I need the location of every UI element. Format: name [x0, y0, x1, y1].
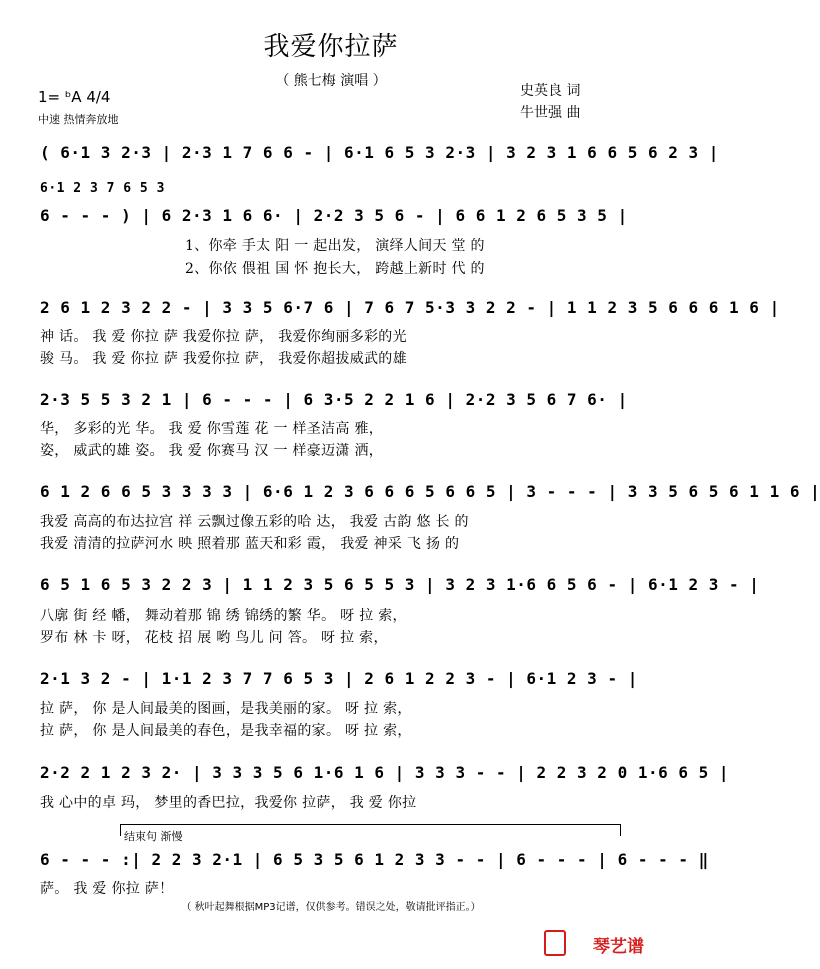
score-row-9-notes: 2·2 2 1 2 3 2· | 3 3 3 5 6 1·6 1 6 | 3 3 3 - - | 2 2 3 2 0 1·6 6 5 |	[40, 763, 730, 782]
song-title: 我爱你拉萨	[263, 32, 399, 62]
score-row-5-lyrics-1: 华， 多彩的光 华。 我 爱 你雪莲 花 一 样圣洁高 雅，	[40, 421, 384, 437]
score-row-9-lyrics-1: 我 心中的卓 玛， 梦里的香巴拉，我爱你 拉萨， 我 爱 你拉	[40, 795, 417, 811]
score-row-8-notes: 2·1 3 2 - | 1·1 2 3 7 7 6 5 3 | 2 6 1 2 2 3 - | 6·1 2 3 - |	[40, 669, 638, 688]
site-logo: 琴艺谱	[593, 937, 644, 957]
ending-bracket-right	[620, 824, 621, 836]
score-row-3-notes: 6 - - - ) | 6 2·3 1 6 6· | 2·2 3 5 6 - | 6 6 1 2 6 5 3 5 |	[40, 206, 628, 225]
score-row-8-lyrics-2: 拉 萨， 你 是人间最美的春色，是我幸福的家。 呀 拉 索，	[40, 723, 412, 739]
score-row-5-notes: 2·3 5 5 3 2 1 | 6 - - - | 6 3·5 2 2 1 6 | 2·2 3 5 6 7 6· |	[40, 390, 628, 409]
score-row-3-lyrics-2: 2、你依 偎祖 国 怀 抱长大， 跨越上新时 代 的	[185, 261, 485, 277]
score-row-6-lyrics-2: 我爱 清清的拉萨河水 映 照着那 蓝天和彩 霞， 我爱 神采 飞 扬 的	[40, 536, 460, 552]
lyricist-credit: 史英良 词	[520, 83, 581, 99]
score-row-4-lyrics-1: 神 话。 我 爱 你拉 萨 我爱你拉 萨， 我爱你绚丽多彩的光	[40, 329, 407, 345]
score-row-3-lyrics-1: 1、你牵 手太 阳 一 起出发， 演绎人间天 堂 的	[185, 238, 485, 254]
key-signature: 1= ᵇA 4/4	[38, 88, 111, 106]
tempo-marking: 中速 热情奔放地	[38, 113, 119, 126]
score-row-1-notes: ( 6·1 3 2·3 | 2·3 1 7 6 6 - | 6·1 6 5 3 2·3 | 3 2 3 1 6 6 5 6 2 3 |	[40, 143, 719, 162]
score-row-5-lyrics-2: 姿， 威武的雄 姿。 我 爱 你赛马 汉 一 样豪迈潇 洒，	[40, 443, 384, 459]
score-row-6-lyrics-1: 我爱 高高的布达拉宫 祥 云飘过像五彩的哈 达， 我爱 古韵 悠 长 的	[40, 514, 469, 530]
composer-credit: 牛世强 曲	[520, 105, 581, 121]
ending-label: 结束句 渐慢	[124, 830, 183, 843]
score-row-7-lyrics-1: 八廓 街 经 幡， 舞动着那 锦 绣 锦绣的繁 华。 呀 拉 索，	[40, 608, 407, 624]
ending-bracket-line	[120, 824, 620, 825]
singer-subtitle: （ 熊七梅 演唱 ）	[275, 73, 387, 89]
score-row-8-lyrics-1: 拉 萨， 你 是人间最美的图画，是我美丽的家。 呀 拉 索，	[40, 701, 412, 717]
transcriber-note: （ 秋叶起舞根据MP3记谱，仅供参考。错误之处，敬请批评指正。）	[181, 902, 481, 913]
score-row-4-lyrics-2: 骏 马。 我 爱 你拉 萨 我爱你拉 萨， 我爱你超拔威武的雄	[40, 351, 407, 367]
score-row-7-lyrics-2: 罗布 林 卡 呀， 花枝 招 展 哟 鸟儿 问 答。 呀 拉 索，	[40, 630, 388, 646]
score-row-2-notes: 6·1 2 3 7 6 5 3	[40, 181, 165, 196]
logo-icon	[544, 930, 566, 956]
score-row-10-lyrics-1: 萨。 我 爱 你拉 萨！	[40, 881, 174, 897]
ending-bracket-left	[120, 824, 121, 836]
score-row-4-notes: 2 6 1 2 3 2 2 - | 3 3 5 6·7 6 | 7 6 7 5·3 3 2 2 - | 1 1 2 3 5 6 6 6 1 6 |	[40, 298, 780, 317]
score-row-6-notes: 6 1 2 6 6 5 3 3 3 3 | 6·6 1 2 3 6 6 6 5 6 6 5 | 3 - - - | 3 3 5 6 5 6 1 1 6 |	[40, 482, 820, 501]
score-row-7-notes: 6 5 1 6 5 3 2 2 3 | 1 1 2 3 5 6 5 5 3 | 3 2 3 1·6 6 5 6 - | 6·1 2 3 - |	[40, 575, 760, 594]
score-row-10-notes: 6 - - - :| 2 2 3 2·1 | 6 5 3 5 6 1 2 3 3 - - | 6 - - - | 6 - - - ‖	[40, 850, 709, 869]
